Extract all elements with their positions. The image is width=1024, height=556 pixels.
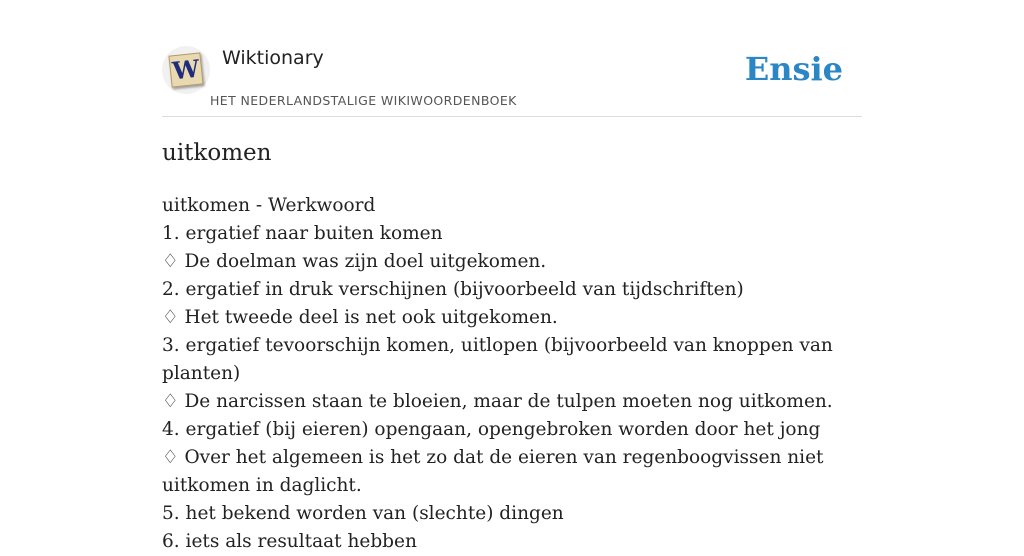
definition-line: 6. iets als resultaat hebben	[162, 531, 417, 552]
page-title: uitkomen	[162, 140, 272, 166]
definition-line: 3. ergatief tevoorschijn komen, uitlopen (bijvoorbeeld van knoppen van planten)	[162, 335, 833, 384]
site-name[interactable]: Wiktionary	[222, 47, 324, 69]
definition-line: 4. ergatief (bij eieren) opengaan, opengebroken worden door het jong	[162, 419, 821, 440]
example-line: ♢ De narcissen staan te bloeien, maar de tulpen moeten nog uitkomen.	[162, 391, 833, 412]
site-header	[162, 44, 862, 117]
example-line: ♢ Over het algemeen is het zo dat de eieren van regenboogvissen niet uitkomen in daglicht.	[162, 447, 824, 496]
entry-heading: uitkomen - Werkwoord	[162, 195, 376, 216]
example-line: ♢ Het tweede deel is net ook uitgekomen.	[162, 307, 558, 328]
definition-line: 5. het bekend worden van (slechte) dingen	[162, 503, 564, 524]
definition-content	[162, 192, 862, 556]
site-tagline: HET NEDERLANDSTALIGE WIKIWOORDENBOEK	[210, 93, 517, 108]
wiktionary-logo-icon[interactable]	[162, 46, 210, 94]
definition-line: 2. ergatief in druk verschijnen (bijvoorbeeld van tijdschriften)	[162, 279, 744, 300]
definition-line: 1. ergatief naar buiten komen	[162, 223, 443, 244]
brand-logo[interactable]: Ensie	[744, 50, 843, 88]
logo-tile: W	[168, 52, 203, 87]
example-line: ♢ De doelman was zijn doel uitgekomen.	[162, 251, 547, 272]
